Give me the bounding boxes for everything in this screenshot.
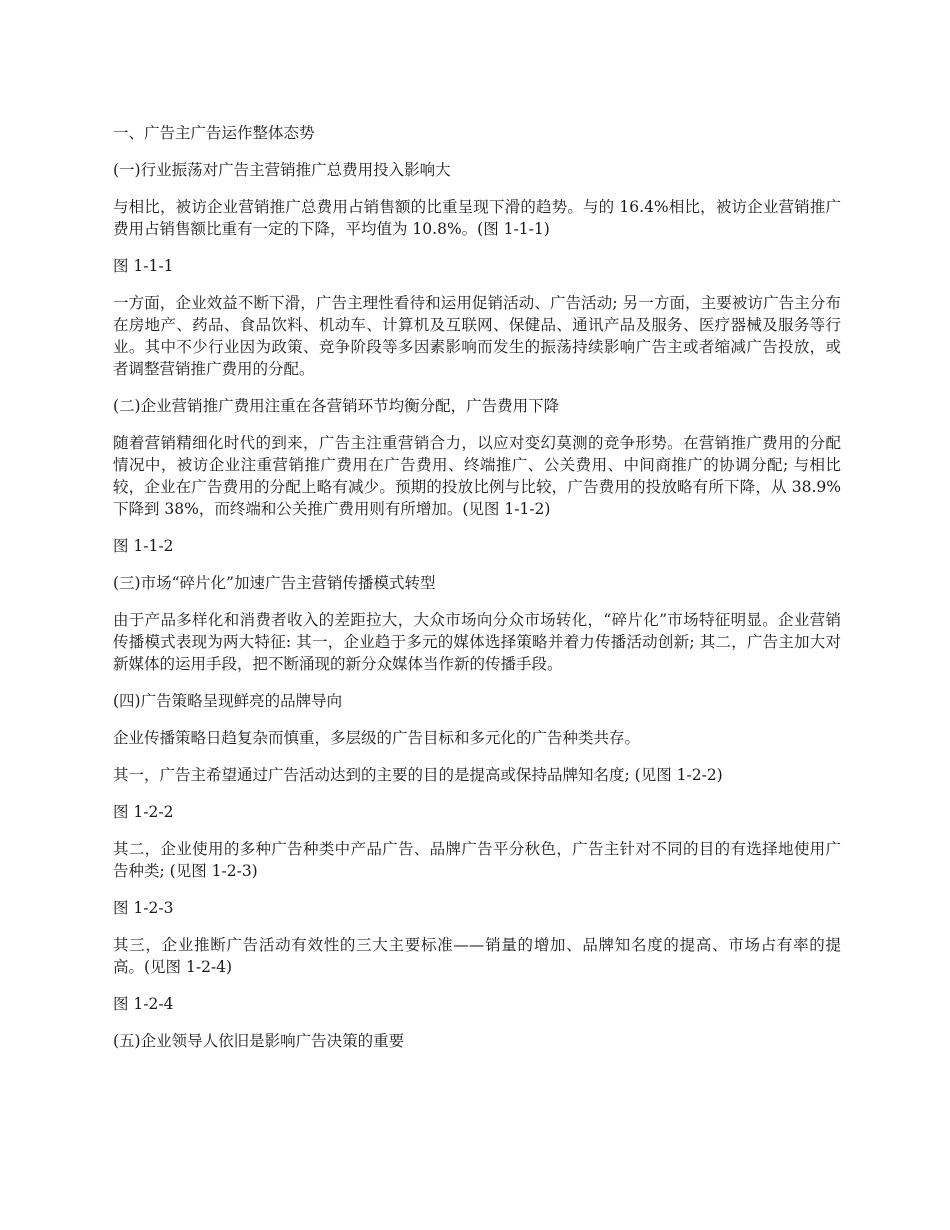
subsection-heading: (五)企业领导人依旧是影响广告决策的重要 — [113, 1032, 405, 1050]
body-paragraph: 与相比，被访企业营销推广总费用占销售额的比重呈现下滑的趋势。与的 16.4%相比，被访企业营销推广费用占销售额比重有一定的下降，平均值为 10.8%。(图 1-1-1) — [113, 198, 841, 238]
body-paragraph: 企业传播策略日趋复杂而慎重，多层级的广告目标和多元化的广告种类共存。 — [113, 729, 641, 747]
section-heading: 一、广告主广告运作整体态势 — [113, 124, 315, 142]
figure-caption: 图 1-1-1 — [113, 257, 174, 275]
body-paragraph: 其一，广告主希望通过广告活动达到的主要的目的是提高或保持品牌知名度; (见图 1-2-2) — [113, 766, 723, 784]
body-paragraph: 其三，企业推断广告活动有效性的三大主要标准——销量的增加、品牌知名度的提高、市场占有率的提高。(见图 1-2-4) — [113, 936, 841, 976]
subsection-heading: (三)市场“碎片化”加速广告主营销传播模式转型 — [113, 574, 436, 592]
body-paragraph: 由于产品多样化和消费者收入的差距拉大，大众市场向分众市场转化，“碎片化”市场特征明显。企业营销传播模式表现为两大特征: 其一，企业趋于多元的媒体选择策略并着力传播活动创新; 其二，广告主加大对新媒体的运用手段，把不断涌现的新分众媒体当作新的传播手段。 — [113, 611, 841, 673]
subsection-heading: (二)企业营销推广费用注重在各营销环节均衡分配，广告费用下降 — [113, 397, 560, 415]
subsection-heading: (四)广告策略呈现鲜亮的品牌导向 — [113, 692, 343, 710]
figure-caption: 图 1-2-2 — [113, 803, 174, 821]
subsection-heading: (一)行业振荡对广告主营销推广总费用投入影响大 — [113, 161, 451, 179]
figure-caption: 图 1-2-4 — [113, 995, 174, 1013]
body-paragraph: 一方面，企业效益不断下滑，广告主理性看待和运用促销活动、广告活动; 另一方面，主要被访广告主分布在房地产、药品、食品饮料、机动车、计算机及互联网、保健品、通讯产品及服务、医疗器械及服务等行业。其中不少行业因为政策、竞争阶段等多因素影响而发生的振荡持续影响广告主或者缩减广告投放，或者调整营销推广费用的分配。 — [113, 294, 841, 378]
figure-caption: 图 1-2-3 — [113, 899, 174, 917]
figure-caption: 图 1-1-2 — [113, 537, 174, 555]
document-body — [113, 122, 841, 1067]
body-paragraph: 随着营销精细化时代的到来，广告主注重营销合力，以应对变幻莫测的竞争形势。在营销推广费用的分配情况中，被访企业注重营销推广费用在广告费用、终端推广、公关费用、中间商推广的协调分配; 与相比较，企业在广告费用的分配上略有减少。预期的投放比例与比较，广告费用的投放略有所下降，从 38.9%下降到 38%，而终端和公关推广费用则有所增加。(见图 1-1-2) — [113, 434, 841, 518]
body-paragraph: 其二，企业使用的多种广告种类中产品广告、品牌广告平分秋色，广告主针对不同的目的有选择地使用广告种类; (见图 1-2-3) — [113, 840, 841, 880]
